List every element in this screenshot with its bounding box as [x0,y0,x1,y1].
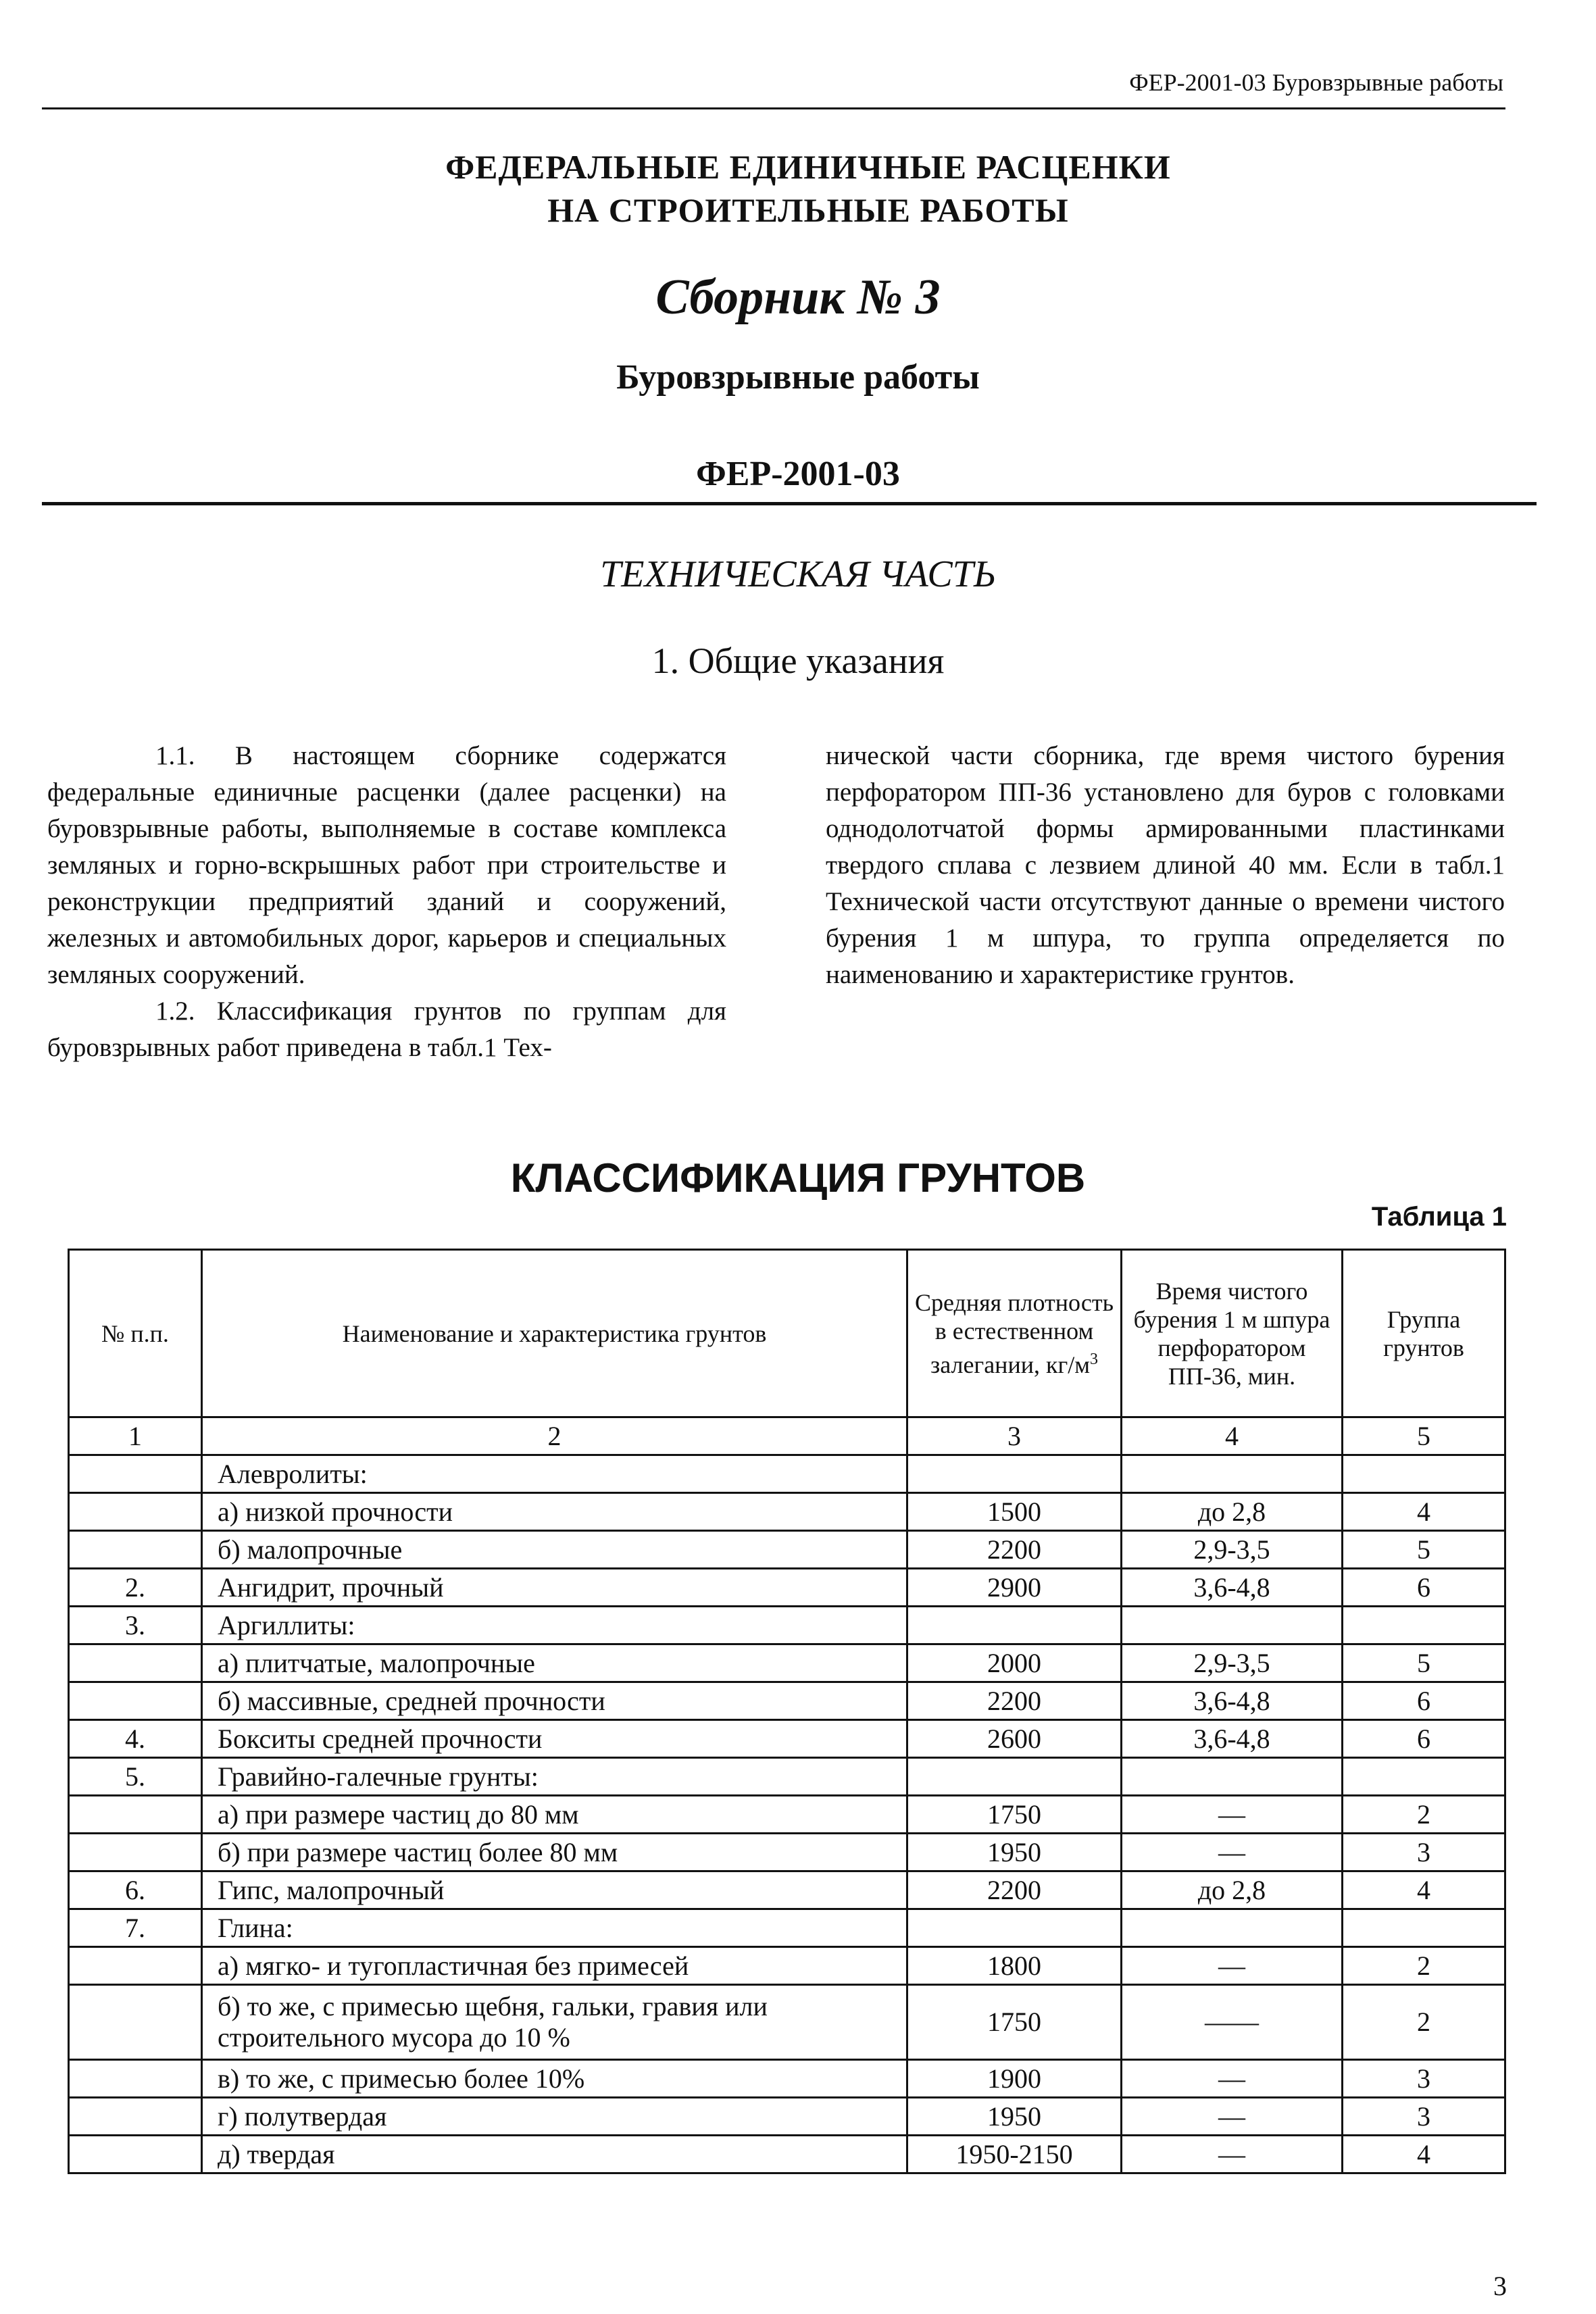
column-number: 5 [1343,1417,1505,1455]
cell-name: д) твердая [202,2136,907,2173]
page-number: 3 [1493,2271,1507,2301]
cell-group [1343,1909,1505,1947]
cell-time: — [1122,1947,1343,1985]
cell-name: Ангидрит, прочный [202,1569,907,1607]
cell-name: б) малопрочные [202,1531,907,1569]
cell-time: 2,9-3,5 [1122,1531,1343,1569]
table-row [69,1644,1505,1682]
cell-num [69,2098,202,2136]
subsection-heading: 1. Общие указания [651,640,945,681]
cell-num: 6. [69,1871,202,1909]
cell-time: — [1122,1796,1343,1834]
paragraph-1-2-continued: нической части сборника, где время чистого бурения перфоратором ПП-36 установлено для буров с головками однодолотчатой формы армированными пластинками твердого сплава с лезвием длиной 40 мм. Если в табл.1 Технической части отсутствуют данные о времени чистого бурения 1 м шпура, то группа определяется по наименованию и характеристике грунтов. [826,741,1505,989]
cell-num [69,1834,202,1871]
cell-time [1122,1607,1343,1644]
cell-num [69,2060,202,2098]
cell-density: 1750 [907,1796,1122,1834]
column-number: 4 [1122,1417,1343,1455]
cell-name: в) то же, с примесью более 10% [202,2060,907,2098]
cell-group: 6 [1343,1720,1505,1758]
cell-group [1343,1758,1505,1796]
cell-density [907,1758,1122,1796]
collection-subject: Буровзрывные работы [616,358,980,397]
collection-title: Сборник № 3 [655,270,941,325]
cell-group: 5 [1343,1644,1505,1682]
cell-num [69,1644,202,1682]
cell-name: Бокситы средней прочности [202,1720,907,1758]
table-label: Таблица 1 [1371,1202,1507,1232]
cell-group: 4 [1343,1871,1505,1909]
cell-name: б) при размере частиц более 80 мм [202,1834,907,1871]
cell-density [907,1607,1122,1644]
document-title [0,145,1596,232]
section-heading: ТЕХНИЧЕСКАЯ ЧАСТЬ [600,553,996,595]
column-number: 3 [907,1417,1122,1455]
cell-density: 1900 [907,2060,1122,2098]
title-line-1: ФЕДЕРАЛЬНЫЕ ЕДИНИЧНЫЕ РАСЦЕНКИ [445,148,1171,186]
header-density: Средняя плотность в естественном залегании, $кг/м^3$ [907,1250,1122,1417]
table-header-row [69,1250,1505,1417]
table-row [69,1947,1505,1985]
cell-num [69,1985,202,2060]
table-row [69,1758,1505,1796]
cell-density: 1950 [907,2098,1122,2136]
cell-time: — [1122,2060,1343,2098]
cell-time: —— [1122,1985,1343,2060]
cell-group: 3 [1343,2060,1505,2098]
cell-time [1122,1758,1343,1796]
paragraph-1-1: 1.1. В настоящем сборнике содержатся федеральные единичные расценки (далее расценки) на буровзрывные работы, выполняемые в составе комплекса земляных и горно-вскрышных работ при строительстве и реконструкции предприятий зданий и сооружений, железных и автомобильных дорог, карьеров и специальных земляных сооружений. [47,741,726,989]
cell-name: а) при размере частиц до 80 мм [202,1796,907,1834]
table-title: КЛАССИФИКАЦИЯ ГРУНТОВ [510,1155,1086,1201]
header-group: Группа грунтов [1343,1250,1505,1417]
text-column-right [826,738,1505,993]
paragraph-1-2: 1.2. Классификация грунтов по группам для буровзрывных работ приведена в табл.1 Тех- [47,997,726,1062]
table-row [69,2136,1505,2173]
cell-name: г) полутвердая [202,2098,907,2136]
cell-name: а) плитчатые, малопрочные [202,1644,907,1682]
header-num: № п.п. [69,1250,202,1417]
table-row [69,1531,1505,1569]
table-row [69,1607,1505,1644]
header-time: Время чистого бурения 1 м шпура перфоратором ПП-36, мин. [1122,1250,1343,1417]
cell-time: — [1122,2136,1343,2173]
soil-classification-table [68,1249,1506,2174]
cell-group [1343,1455,1505,1493]
cell-density: 1800 [907,1947,1122,1985]
cell-name: Алевролиты: [202,1455,907,1493]
cell-num [69,1796,202,1834]
table-row [69,1834,1505,1871]
cell-name: Глина: [202,1909,907,1947]
section-rule [42,502,1537,505]
cell-group: 5 [1343,1531,1505,1569]
cell-name: Гравийно-галечные грунты: [202,1758,907,1796]
cell-time: 3,6-4,8 [1122,1682,1343,1720]
cell-num [69,1947,202,1985]
collection-code: ФЕР-2001-03 [696,455,900,493]
running-header: ФЕР-2001-03 Буровзрывные работы [1129,69,1503,96]
table-row [69,1909,1505,1947]
column-number: 2 [202,1417,907,1455]
header-name: Наименование и характеристика грунтов [202,1250,907,1417]
text-column-left [47,738,726,1066]
cell-time: 3,6-4,8 [1122,1720,1343,1758]
cell-name: б) массивные, средней прочности [202,1682,907,1720]
header-rule [42,107,1505,109]
cell-density [907,1909,1122,1947]
cell-density: 2200 [907,1871,1122,1909]
cell-time [1122,1909,1343,1947]
cell-density: 2900 [907,1569,1122,1607]
cell-time: — [1122,2098,1343,2136]
table-row [69,2098,1505,2136]
cell-name: б) то же, с примесью щебня, гальки, гравия или строительного мусора до 10 % [202,1985,907,2060]
column-number: 1 [69,1417,202,1455]
cell-density: 2600 [907,1720,1122,1758]
cell-time: до 2,8 [1122,1493,1343,1531]
table-row [69,1720,1505,1758]
cell-num: 3. [69,1607,202,1644]
cell-time: 2,9-3,5 [1122,1644,1343,1682]
table-row [69,1569,1505,1607]
cell-group: 6 [1343,1682,1505,1720]
cell-group: 3 [1343,1834,1505,1871]
cell-num [69,1493,202,1531]
table-row [69,1455,1505,1493]
cell-name: Аргиллиты: [202,1607,907,1644]
cell-group: 2 [1343,1985,1505,2060]
column-number-row [69,1417,1505,1455]
cell-group: 6 [1343,1569,1505,1607]
cell-density: 2200 [907,1531,1122,1569]
title-line-2: НА СТРОИТЕЛЬНЫЕ РАБОТЫ [547,191,1069,229]
cell-group: 4 [1343,1493,1505,1531]
table-row [69,1796,1505,1834]
cell-density: 1750 [907,1985,1122,2060]
cell-density: 1500 [907,1493,1122,1531]
cell-density: 1950 [907,1834,1122,1871]
cell-density: 2200 [907,1682,1122,1720]
cell-time: — [1122,1834,1343,1871]
cell-num [69,1531,202,1569]
cell-num [69,2136,202,2173]
cell-num: 2. [69,1569,202,1607]
table-row [69,1682,1505,1720]
cell-group: 3 [1343,2098,1505,2136]
table-row [69,1985,1505,2060]
cell-group: 2 [1343,1796,1505,1834]
cell-group: 2 [1343,1947,1505,1985]
cell-num [69,1455,202,1493]
cell-group [1343,1607,1505,1644]
cell-time: до 2,8 [1122,1871,1343,1909]
table-row [69,1871,1505,1909]
cell-name: а) низкой прочности [202,1493,907,1531]
table-row [69,1493,1505,1531]
cell-num: 7. [69,1909,202,1947]
cell-name: Гипс, малопрочный [202,1871,907,1909]
cell-density: 2000 [907,1644,1122,1682]
cell-time: 3,6-4,8 [1122,1569,1343,1607]
table-row [69,2060,1505,2098]
cell-num: 4. [69,1720,202,1758]
cell-group: 4 [1343,2136,1505,2173]
cell-density: 1950-2150 [907,2136,1122,2173]
cell-num: 5. [69,1758,202,1796]
cell-num [69,1682,202,1720]
cell-name: а) мягко- и тугопластичная без примесей [202,1947,907,1985]
cell-density [907,1455,1122,1493]
cell-time [1122,1455,1343,1493]
